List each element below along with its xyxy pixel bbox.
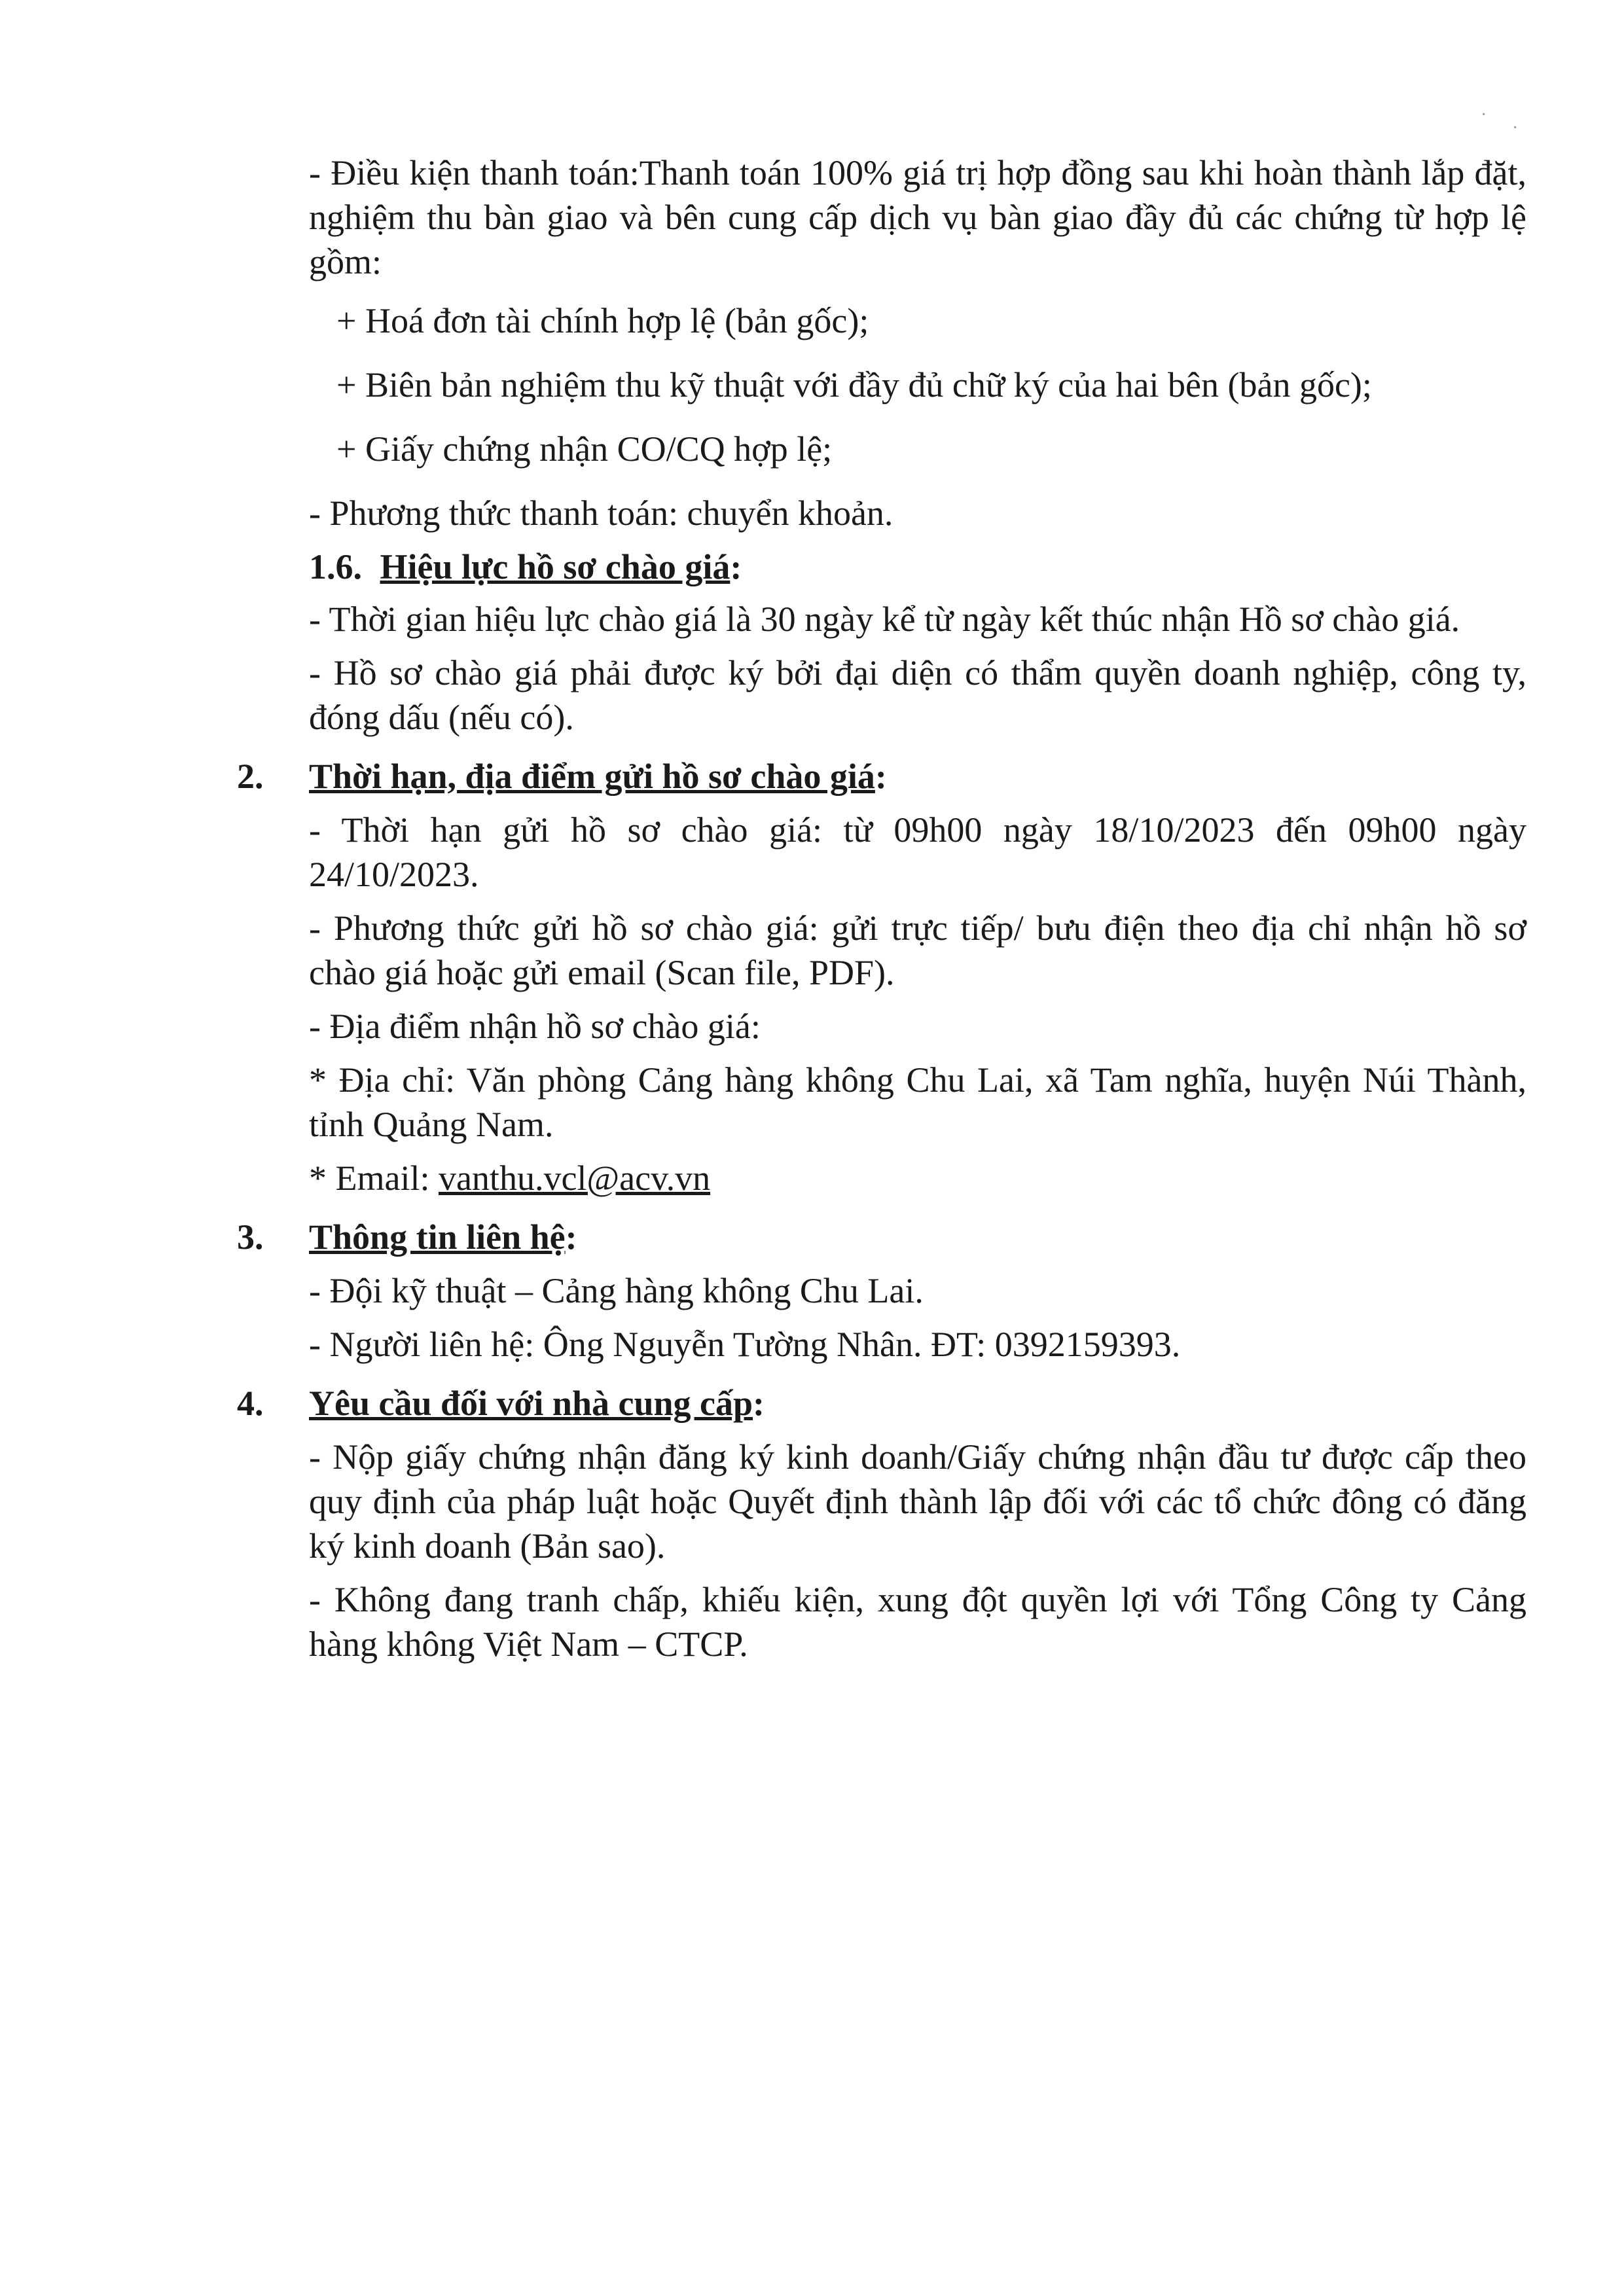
section-2-title: Thời hạn, địa điểm gửi hồ sơ chào giá: [309, 757, 875, 796]
section-2-email: [309, 1156, 1526, 1200]
email-label: * Email:: [309, 1158, 439, 1198]
section-3-number: 3.: [237, 1217, 264, 1257]
section-2-heading: [237, 754, 1526, 798]
section-3-team: - Đội kỹ thuật – Cảng hàng không Chu Lai.: [309, 1271, 924, 1310]
section-4-colon: :: [753, 1384, 765, 1423]
section-2-address: * Địa chỉ: Văn phòng Cảng hàng không Chu Lai, xã Tam nghĩa, huyện Núi Thành, tỉnh Quảng Nam.: [309, 1060, 1526, 1144]
section-1-6-number: 1.6.: [309, 547, 362, 586]
scan-artifact-mark: ·: [1481, 105, 1487, 125]
scan-artifact-mark: ·: [1512, 118, 1519, 138]
section-3-title: Thông tin liên hệ: [309, 1217, 566, 1257]
section-3-colon: :: [565, 1217, 577, 1257]
section-4-number: 4.: [237, 1384, 264, 1423]
payment-doc-invoice: + Hoá đơn tài chính hợp lệ (bản gốc);: [336, 301, 869, 340]
section-2-number: 2.: [237, 757, 264, 796]
document-body: [237, 151, 1526, 1676]
section-4-business-license: - Nộp giấy chứng nhận đăng ký kinh doanh/Giấy chứng nhận đầu tư được cấp theo quy định của pháp luật hoặc Quyết định thành lập đối với các tổ chức đông có đăng ký kinh doanh (Bản sao).: [309, 1437, 1526, 1566]
section-3-contact: - Người liên hệ: Ông Nguyễn Tường Nhân. ĐT: 0392159393.: [309, 1325, 1181, 1364]
payment-doc-coq: + Giấy chứng nhận CO/CQ hợp lệ;: [336, 429, 833, 469]
section-1-6-validity: - Thời gian hiệu lực chào giá là 30 ngày kể từ ngày kết thúc nhận Hồ sơ chào giá.: [309, 600, 1460, 639]
payment-doc-acceptance: + Biên bản nghiệm thu kỹ thuật với đầy đủ chữ ký của hai bên (bản gốc);: [336, 365, 1372, 404]
section-4-title: Yêu cầu đối với nhà cung cấp: [309, 1384, 753, 1423]
email-link[interactable]: vanthu.vcl@acv.vn: [438, 1158, 711, 1198]
section-1-6-signature: - Hồ sơ chào giá phải được ký bởi đại diện có thẩm quyền doanh nghiệp, công ty, đóng dấu (nếu có).: [309, 653, 1526, 737]
section-2-deadline: - Thời hạn gửi hồ sơ chào giá: từ 09h00 ngày 18/10/2023 đến 09h00 ngày 24/10/2023.: [309, 810, 1526, 894]
section-2-method: - Phương thức gửi hồ sơ chào giá: gửi trực tiếp/ bưu điện theo địa chỉ nhận hồ sơ chào giá hoặc gửi email (Scan file, PDF).: [309, 908, 1526, 992]
section-2-location-label: - Địa điểm nhận hồ sơ chào giá:: [309, 1007, 761, 1046]
payment-conditions: - Điều kiện thanh toán:Thanh toán 100% giá trị hợp đồng sau khi hoàn thành lắp đặt, nghiệm thu bàn giao và bên cung cấp dịch vụ bàn giao đầy đủ các chứng từ hợp lệ gồm:: [309, 153, 1526, 281]
section-1-6-title: Hiệu lực hồ sơ chào giá: [380, 547, 731, 586]
section-4-no-dispute: - Không đang tranh chấp, khiếu kiện, xung đột quyền lợi với Tổng Công ty Cảng hàng không Việt Nam – CTCP.: [309, 1580, 1526, 1664]
section-1-6-heading: [309, 545, 1526, 589]
section-1-6-colon: :: [730, 547, 742, 586]
payment-method: - Phương thức thanh toán: chuyển khoản.: [309, 493, 893, 533]
section-2-colon: :: [875, 757, 887, 796]
section-4-heading: [237, 1381, 1526, 1426]
section-3-heading: [237, 1215, 1526, 1259]
